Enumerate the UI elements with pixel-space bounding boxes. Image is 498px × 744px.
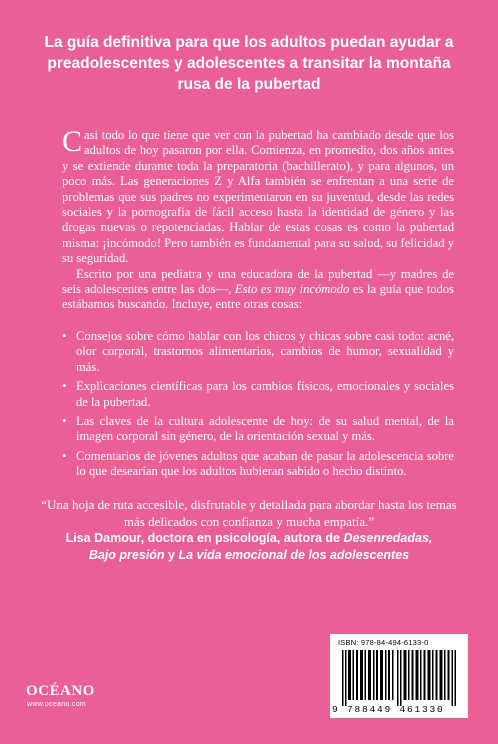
bullet-icon: • — [62, 413, 67, 428]
paragraph-2-start: Escrito por una pediatra y una educadora de la pubertad —y madres de seis adolescentes entre las dos—, — [62, 266, 454, 297]
endorsement-author: Lisa Damour, doctora en psicología, autora de Desenredadas, Bajo presión y La vida emocional de los adolescentes — [65, 531, 433, 562]
bullet-icon: • — [62, 328, 67, 343]
paragraph-2-end: es la guía que todos estábamos buscando. Incluye, entre otras cosas: — [62, 282, 454, 312]
endorsement-quote: “Una hoja de ruta accesible, disfrutable y detallada para abordar hasta los temas más delicados con confianza y mucha empatía.” — [41, 497, 457, 529]
barcode-number: 9 788449 461330 — [332, 704, 445, 715]
book-title: Esto es muy incómodo — [234, 282, 350, 297]
publisher-logo: OCÉANO — [26, 683, 95, 699]
description-paragraph-1: Casi todo lo que tiene que ver con la pubertad ha cambiado desde que los adultos de hoy pasaron por ella. Comienza, en promedio, dos años antes y se extiende durante toda la preparatoria (bachillerato), y para algunos, un poco más. Las generaciones Z y Alfa también se enfrentan a una serie de problemas que sus padres no experimentaron en su juventud, desde las redes sociales y la pornografía de fácil acceso hasta la identidad de género y las drogas nuevas o repotenciadas. Hablar de estas cosas es como la pubertad misma: ¡incómodo! Pero también es fundamental para su salud, su felicidad y su seguridad. — [62, 125, 454, 266]
feature-list — [62, 329, 454, 480]
description-paragraph-2 — [62, 267, 454, 313]
list-item: • Las claves de la cultura adolescente de hoy: de su salud mental, de la imagen corporal sin género, de la orientación sexual y más. — [62, 413, 454, 444]
list-item: • Explicaciones científicas para los cambios físicos, emocionales y sociales de la pubertad. — [62, 379, 454, 409]
list-item: • Consejos sobre cómo hablar con los chicos y chicas sobre casi todo: acné, olor corporal, trastornos alimentarios, cambios de humor, sexualidad y más. — [62, 328, 454, 374]
cover-headline: La guía definitiva para que los adultos puedan ayudar a preadolescentes y adolescentes a transitar la montaña rusa de la pubertad — [44, 34, 454, 93]
endorsement — [40, 497, 458, 563]
barcode-icon — [342, 650, 456, 706]
description — [62, 125, 454, 484]
bullet-icon: • — [62, 448, 67, 463]
isbn-label: ISBN: 978-84-494-6133-0 — [338, 638, 429, 647]
bullet-icon: • — [62, 379, 67, 394]
barcode-box — [330, 634, 468, 718]
list-item: • Comentarios de jóvenes adultos que acaban de pasar la adolescencia sobre lo que desearían que los adultos hubieran sabido o hecho distinto. — [62, 448, 454, 479]
publisher-url: www.oceano.com — [27, 701, 87, 708]
